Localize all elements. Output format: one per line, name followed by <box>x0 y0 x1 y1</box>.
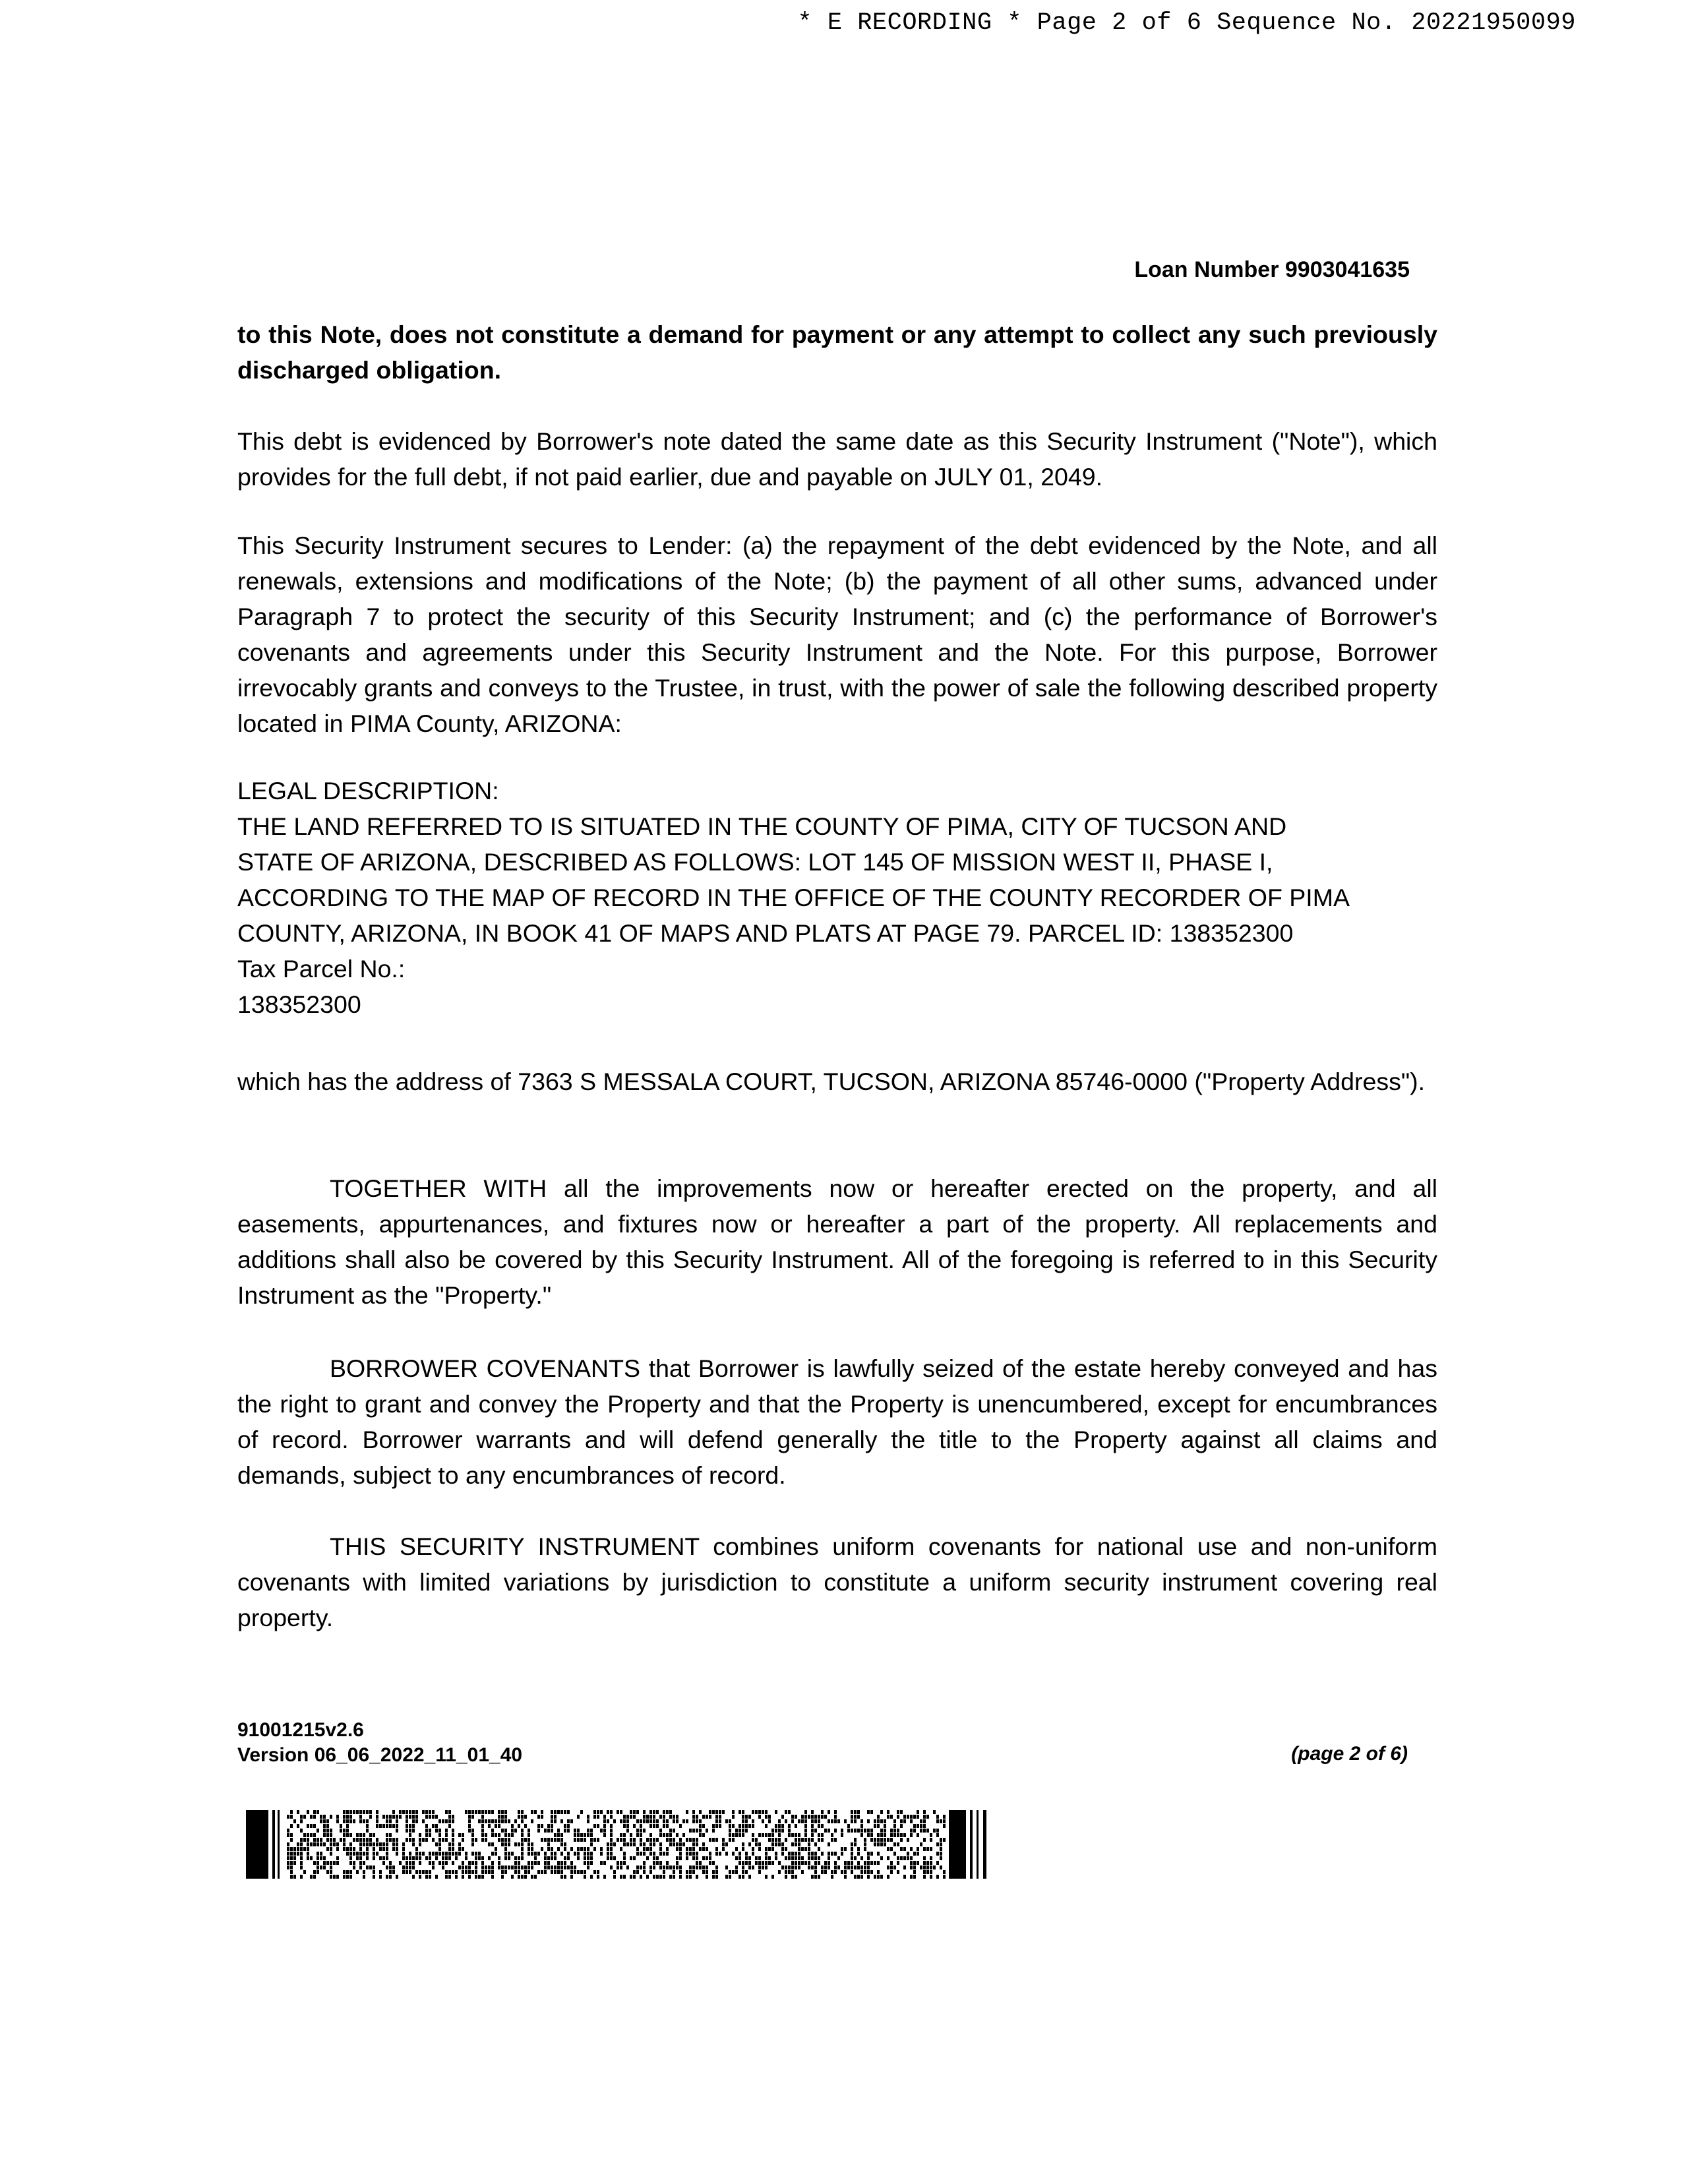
legal-description-heading: LEGAL DESCRIPTION: <box>237 777 499 804</box>
document-barcode <box>246 1810 990 1879</box>
recording-header: * E RECORDING * Page 2 of 6 Sequence No. 20221950099 <box>797 9 1576 37</box>
paragraph-debt-evidence: This debt is evidenced by Borrower's note dated the same date as this Security Instrument ("Note"), which provides for the full debt, if not paid earlier, due and payable on JULY 01, 2049. <box>237 427 1437 491</box>
legal-description-line: COUNTY, ARIZONA, IN BOOK 41 OF MAPS AND PLATS AT PAGE 79. PARCEL ID: 138352300 <box>237 919 1294 947</box>
legal-description-line: THE LAND REFERRED TO IS SITUATED IN THE COUNTY OF PIMA, CITY OF TUCSON AND <box>237 812 1287 840</box>
tax-parcel-label: Tax Parcel No.: <box>237 955 406 983</box>
paragraph-discharged-obligation: to this Note, does not constitute a demand for payment or any attempt to collect any such previously discharged obligation. <box>237 320 1437 384</box>
paragraph-uniform-covenants: THIS SECURITY INSTRUMENT combines uniform covenants for national use and non-uniform covenants with limited variations by jurisdiction to constitute a uniform security instrument covering real property. <box>237 1532 1437 1631</box>
legal-description <box>237 773 1437 1022</box>
page-indicator: (page 2 of 6) <box>1291 1743 1408 1765</box>
tax-parcel-number: 138352300 <box>237 990 361 1018</box>
paragraph-security-instrument: This Security Instrument secures to Lender: (a) the repayment of the debt evidenced by the Note, and all renewals, extensions and modifications of the Note; (b) the payment of all other sums, advanced under Paragraph 7 to protect the security of this Security Instrument; and (c) the performance of Borrower's covenants and agreements under this Security Instrument and the Note. For this purpose, Borrower irrevocably grants and conveys to the Trustee, in trust, with the power of sale the following described property located in PIMA County, ARIZONA: <box>237 531 1437 737</box>
loan-number: Loan Number 9903041635 <box>1134 257 1410 282</box>
paragraph-together-with: TOGETHER WITH all the improvements now or hereafter erected on the property, and all easements, appurtenances, and fixtures now or hereafter a part of the property. All replacements and additions shall also be covered by this Security Instrument. All of the foregoing is referred to in this Security Instrument as the "Property." <box>237 1174 1437 1309</box>
form-code: 91001215v2.6 <box>237 1719 364 1741</box>
footer-form-info <box>237 1718 522 1768</box>
legal-description-line: ACCORDING TO THE MAP OF RECORD IN THE OFFICE OF THE COUNTY RECORDER OF PIMA <box>237 884 1350 911</box>
form-version: Version 06_06_2022_11_01_40 <box>237 1744 523 1766</box>
legal-description-line: STATE OF ARIZONA, DESCRIBED AS FOLLOWS: LOT 145 OF MISSION WEST II, PHASE I, <box>237 848 1273 876</box>
paragraph-borrower-covenants: BORROWER COVENANTS that Borrower is lawfully seized of the estate hereby conveyed and has the right to grant and convey the Property and that the Property is unencumbered, except for encumbrances of record. Borrower warrants and will defend generally the title to the Property against all claims and demands, subject to any encumbrances of record. <box>237 1354 1437 1489</box>
paragraph-property-address: which has the address of 7363 S MESSALA COURT, TUCSON, ARIZONA 85746-0000 ("Property Address"). <box>237 1068 1426 1095</box>
